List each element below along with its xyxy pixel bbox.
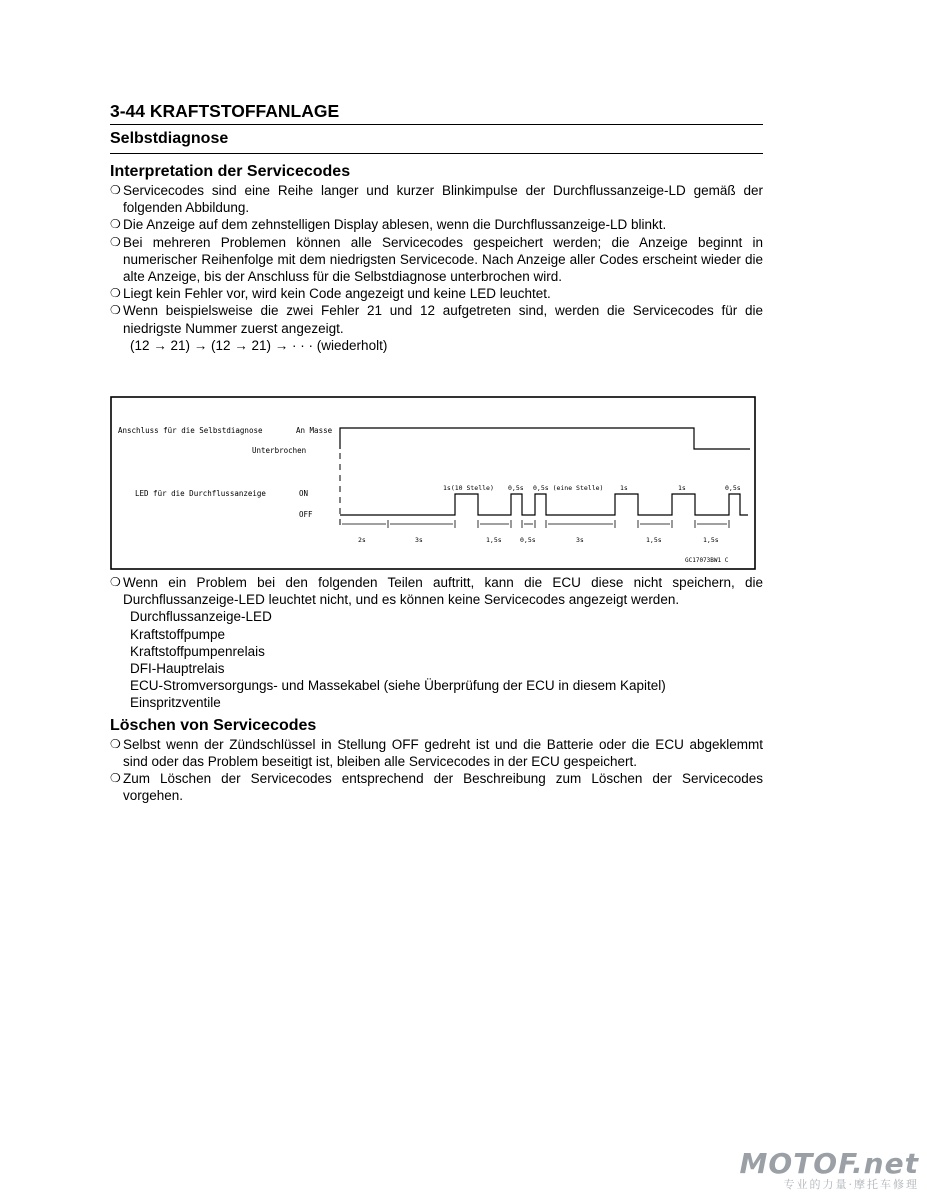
- list-item: Durchflussanzeige-LED: [130, 609, 272, 625]
- section-title-clearing: Löschen von Servicecodes: [110, 716, 317, 734]
- top-label-1s-b: 1s: [620, 484, 628, 492]
- bottom-label-15s-b: 1,5s: [646, 536, 662, 544]
- page-subtitle: Selbstdiagnose: [110, 130, 229, 147]
- bullet-item: ❍ Wenn beispielsweise die zwei Fehler 21 und 12 aufgetreten sind, werden die Servicecodes für die niedrigste Nummer zuerst angezeigt.: [110, 303, 763, 336]
- label-led-off: OFF: [299, 510, 313, 519]
- top-label-1s-tens: 1s(10 Stelle): [443, 484, 494, 492]
- list-item: DFI-Hauptrelais: [130, 661, 225, 677]
- bullet-marker: ❍: [110, 234, 121, 249]
- bullet-marker: ❍: [110, 575, 121, 589]
- bullet-item: ❍ Liegt kein Fehler vor, wird kein Code angezeigt und keine LED leuchtet.: [110, 286, 551, 302]
- bullet-item: ❍ Wenn ein Problem bei den folgenden Teilen auftritt, kann die ECU diese nicht speichern, die Durchflussanzeige-LED leuchtet nicht, und es können keine Servicecodes angezeigt werden.: [110, 575, 763, 608]
- bullet-item: ❍ Selbst wenn der Zündschlüssel in Stellung OFF gedreht ist und die Batterie oder die ECU abgeklemmt sind oder das Problem beseitigt ist, bleiben alle Servicecodes in der ECU gespeichert.: [110, 736, 763, 769]
- section-title-interpretation: Interpretation der Servicecodes: [110, 163, 351, 180]
- affected-parts-list: [110, 608, 763, 711]
- bullet-item: ❍ Die Anzeige auf dem zehnstelligen Display ablesen, wenn die Durchflussanzeige-LD blinkt.: [110, 217, 667, 233]
- bullet-marker: ❍: [110, 736, 121, 751]
- subtitle-rule: [110, 153, 763, 154]
- bottom-label-3s-b: 3s: [576, 536, 584, 544]
- watermark-tagline: 专业的力量·摩托车修理: [783, 1178, 919, 1191]
- page-content: [110, 100, 763, 354]
- label-open: Unterbrochen: [252, 446, 307, 455]
- bottom-label-15s-a: 1,5s: [486, 536, 502, 544]
- code-sequence-example: (12 → 21) → (12 → 21) → · · · (wiederholt): [130, 337, 388, 353]
- watermark: [739, 1147, 919, 1192]
- label-connector: Anschluss für die Selbstdiagnose: [118, 426, 263, 435]
- top-label-05s-ones: 0,5s (eine Stelle): [533, 484, 604, 492]
- page-title: 3-44 KRAFTSTOFFANLAGE: [110, 101, 340, 121]
- bottom-label-15s-c: 1,5s: [703, 536, 719, 544]
- watermark-logo: MOTOF.net: [739, 1147, 919, 1180]
- top-label-1s-c: 1s: [678, 484, 686, 492]
- bullet-marker: ❍: [110, 286, 121, 301]
- label-led-on: ON: [299, 489, 309, 498]
- figure-code: GC17073BW1 C: [685, 557, 729, 564]
- list-item: ECU-Stromversorgungs- und Massekabel (siehe Überprüfung der ECU in diesem Kapitel): [130, 678, 666, 694]
- bullet-item: ❍ Bei mehreren Problemen können alle Servicecodes gespeichert werden; die Anzeige beginnt in numerischer Reihenfolge mit dem niedrigsten Servicecode. Nach Anzeige aller Codes erscheint wieder die alte Anzeige, bis der Anschluss für die Selbstdiagnose unterbrochen wird.: [110, 234, 763, 285]
- bottom-label-3s: 3s: [415, 536, 423, 544]
- bullet-marker: ❍: [110, 183, 121, 197]
- bottom-label-05s: 0,5s: [520, 536, 536, 544]
- list-item: Kraftstoffpumpenrelais: [130, 643, 265, 659]
- label-grounded: An Masse: [296, 426, 333, 435]
- bullet-item: ❍ Servicecodes sind eine Reihe langer und kurzer Blinkimpulse der Durchflussanzeige-LD gemäß der folgenden Abbildung.: [110, 183, 763, 216]
- bottom-label-2s: 2s: [358, 536, 366, 544]
- top-label-05s-d: 0,5s: [725, 484, 741, 492]
- bullet-marker: ❍: [110, 303, 121, 318]
- title-rule: [110, 124, 763, 125]
- bullet-item: ❍ Zum Löschen der Servicecodes entsprechend der Beschreibung zum Löschen der Servicecodes vorgehen.: [110, 771, 763, 804]
- bullet-marker: ❍: [110, 771, 121, 786]
- bullet-marker: ❍: [110, 217, 121, 232]
- label-led: LED für die Durchflussanzeige: [135, 489, 266, 498]
- list-item: Kraftstoffpumpe: [130, 626, 226, 642]
- page-content-lower: [110, 574, 763, 804]
- list-item: Einspritzventile: [130, 695, 221, 711]
- top-label-05s-a: 0,5s: [508, 484, 524, 492]
- service-code-timing-diagram: [110, 396, 756, 570]
